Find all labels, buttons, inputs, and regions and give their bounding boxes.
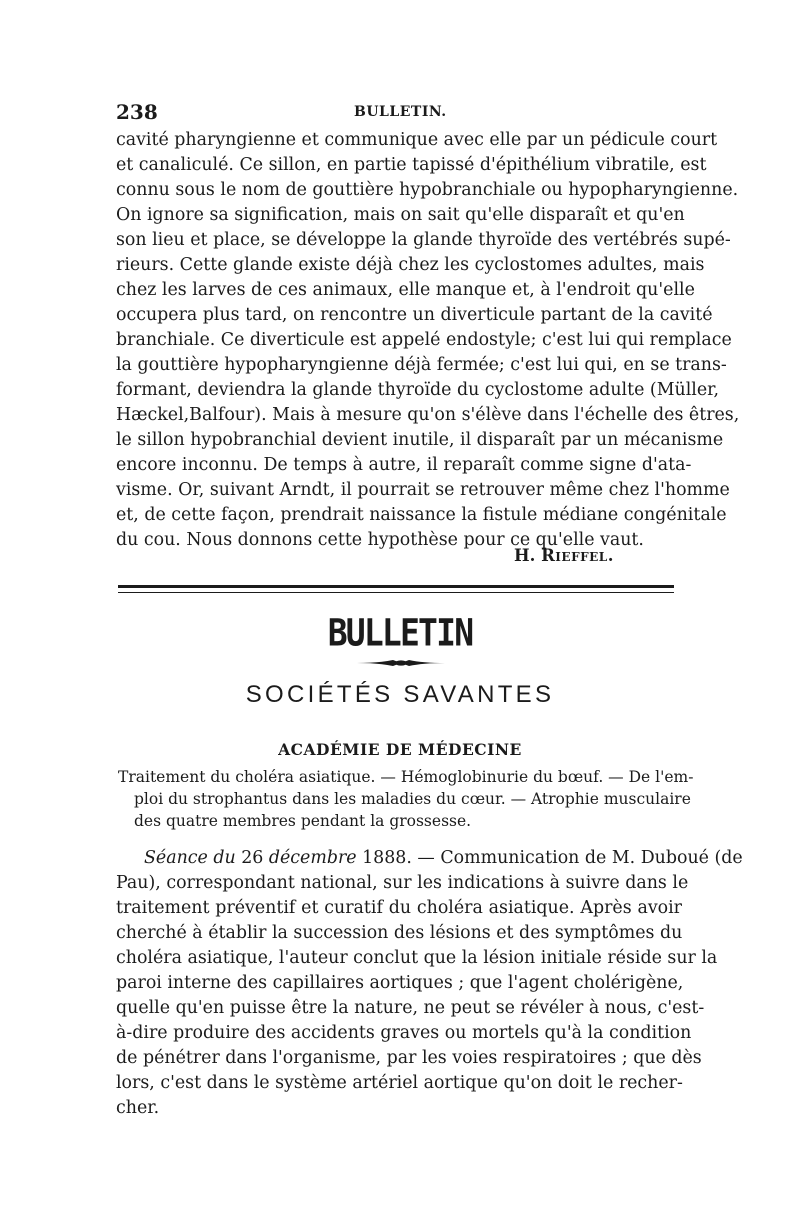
signature-initial: H. xyxy=(514,546,536,565)
text-line: quelle qu'en puisse être la nature, ne peut se révéler à nous, c'est- xyxy=(116,998,705,1018)
running-head: BULLETIN. xyxy=(354,104,447,120)
session-intro: 1888. — Communication de M. Duboué (de xyxy=(362,848,743,868)
text-line: formant, deviendra la glande thyroïde du cyclostome adulte (Müller, xyxy=(116,380,720,400)
text-line: Hæckel,Balfour). Mais à mesure qu'on s'élève dans l'échelle des êtres, xyxy=(116,405,740,425)
session-day: 26 xyxy=(241,848,264,868)
page-header xyxy=(116,100,682,124)
text-line: la gouttière hypopharyngienne déjà fermée; c'est lui qui, en se trans- xyxy=(116,355,727,375)
section-divider-thin xyxy=(118,592,674,593)
page-number: 238 xyxy=(116,100,158,124)
session-label: Séance du xyxy=(144,848,236,868)
author-signature xyxy=(514,546,614,565)
text-line: à-dire produire des accidents graves ou mortels qu'à la condition xyxy=(116,1023,692,1043)
text-line: et, de cette façon, prendrait naissance la fistule médiane congénitale xyxy=(116,505,727,525)
text-line: branchiale. Ce diverticule est appelé endostyle; c'est lui qui remplace xyxy=(116,330,732,350)
text-line: encore inconnu. De temps à autre, il reparaît comme signe d'ata- xyxy=(116,455,692,475)
ornament-icon xyxy=(357,659,445,667)
subsection-title: SOCIÉTÉS SAVANTES xyxy=(245,681,555,708)
text-line: son lieu et place, se développe la glande thyroïde des vertébrés supé- xyxy=(116,230,731,250)
summary-line: Traitement du choléra asiatique. — Hémoglobinurie du bœuf. — De l'em- xyxy=(118,768,694,786)
text-line: le sillon hypobranchial devient inutile, il disparaît par un mécanisme xyxy=(116,430,724,450)
text-line: lors, c'est dans le système artériel aortique qu'on doit le recher- xyxy=(116,1073,683,1093)
text-line: rieurs. Cette glande existe déjà chez les cyclostomes adultes, mais xyxy=(116,255,705,275)
academy-heading: ACADÉMIE DE MÉDECINE xyxy=(278,740,522,759)
session-summary xyxy=(118,766,694,832)
summary-line: des quatre membres pendant la grossesse. xyxy=(134,812,472,830)
session-month: décembre xyxy=(268,848,357,868)
text-line: paroi interne des capillaires aortiques ; que l'agent cholérigène, xyxy=(116,973,684,993)
text-line: et canaliculé. Ce sillon, en partie tapissé d'épithélium vibratile, est xyxy=(116,155,707,175)
text-line: visme. Or, suivant Arndt, il pourrait se retrouver même chez l'homme xyxy=(116,480,730,500)
text-line: cavité pharyngienne et communique avec elle par un pédicule court xyxy=(116,130,718,150)
summary-line: ploi du strophantus dans les maladies du cœur. — Atrophie musculaire xyxy=(134,790,691,808)
section-divider-thick xyxy=(118,585,674,588)
text-line: connu sous le nom de gouttière hypobranchiale ou hypopharyngienne. xyxy=(116,180,739,200)
text-line: cher. xyxy=(116,1098,160,1118)
text-line xyxy=(116,846,743,871)
text-line: chez les larves de ces animaux, elle manque et, à l'endroit qu'elle xyxy=(116,280,695,300)
text-line: de pénétrer dans l'organisme, par les voies respiratoires ; que dès xyxy=(116,1048,702,1068)
section-title: BULLETIN xyxy=(327,610,473,655)
text-line: Pau), correspondant national, sur les indications à suivre dans le xyxy=(116,873,689,893)
continued-article-text xyxy=(116,128,740,553)
text-line: choléra asiatique, l'auteur conclut que la lésion initiale réside sur la xyxy=(116,948,718,968)
text-line: occupera plus tard, on rencontre un diverticule partant de la cavité xyxy=(116,305,713,325)
signature-name: Rieffel. xyxy=(541,546,614,565)
text-line: cherché à établir la succession des lésions et des symptômes du xyxy=(116,923,683,943)
text-line: traitement préventif et curatif du choléra asiatique. Après avoir xyxy=(116,898,682,918)
text-line: du cou. Nous donnons cette hypothèse pour ce qu'elle vaut. xyxy=(116,530,644,550)
text-line: On ignore sa signification, mais on sait qu'elle disparaît et qu'en xyxy=(116,205,685,225)
session-report-text xyxy=(116,846,743,1121)
